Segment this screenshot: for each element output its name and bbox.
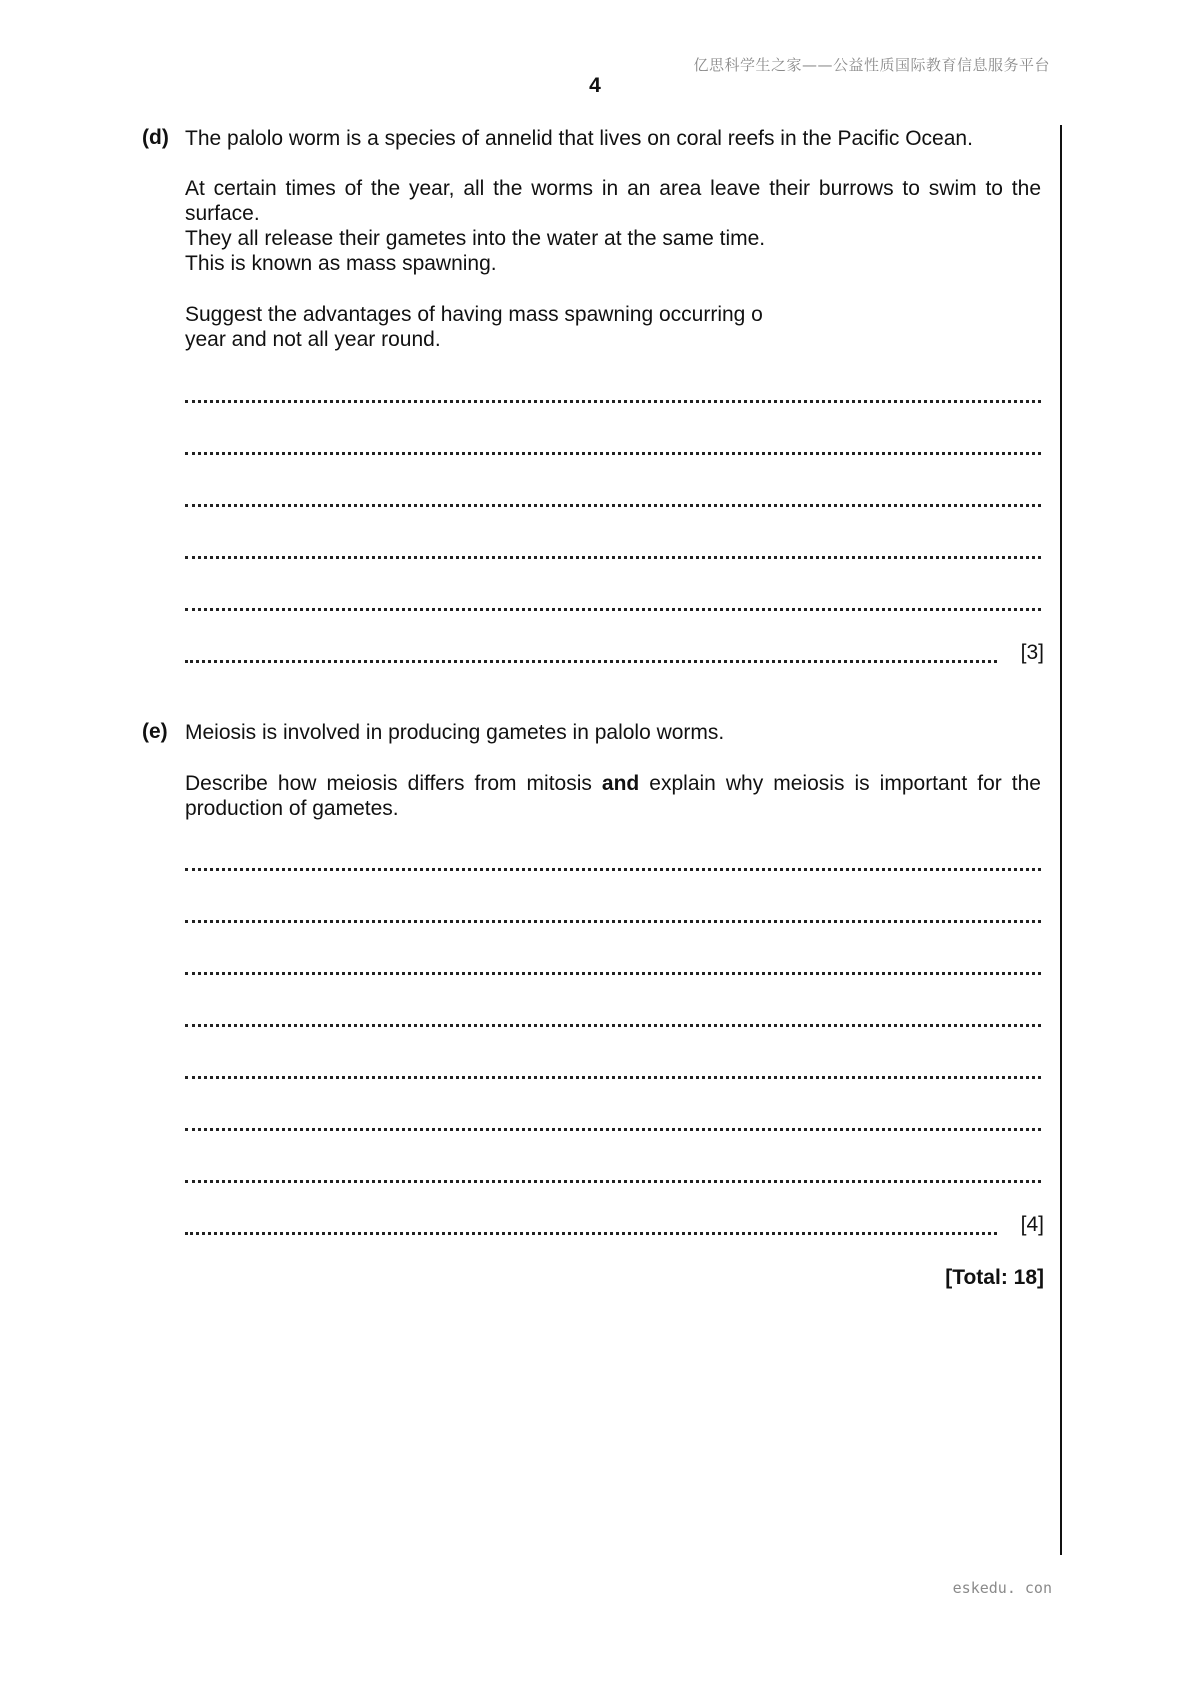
answer-line[interactable] <box>185 1024 1041 1027</box>
part-d-marks: [3] <box>1020 641 1044 664</box>
part-d-label: (d) <box>142 126 169 149</box>
part-d-question-line2: year and not all year round. <box>185 328 441 351</box>
part-d-context-line3: This is known as mass spawning. <box>185 252 497 275</box>
part-e-intro: Meiosis is involved in producing gametes in palolo worms. <box>185 721 725 744</box>
part-e-label: (e) <box>142 720 168 743</box>
margin-rule <box>1060 125 1062 1555</box>
part-d-context-line1: At certain times of the year, all the worms in an area leave their burrows to swim to the surface. <box>185 177 1041 225</box>
part-e-question-pre: Describe how meiosis differs from mitosis <box>185 772 602 795</box>
answer-line[interactable] <box>185 608 1041 611</box>
part-d-context-line2: They all release their gametes into the water at the same time. <box>185 227 766 250</box>
part-e-question-post: explain why meiosis is important for the production of gametes. <box>185 772 1041 820</box>
answer-line[interactable] <box>185 1232 997 1235</box>
footer-watermark-text: eskedu. con <box>952 1579 1052 1597</box>
total-marks: [Total: 18] <box>945 1266 1044 1289</box>
part-e-question-bold: and <box>601 772 640 795</box>
answer-line[interactable] <box>185 400 1041 403</box>
part-d-intro: The palolo worm is a species of annelid that lives on coral reefs in the Pacific Ocean. <box>185 127 973 150</box>
answer-line[interactable] <box>185 660 997 663</box>
page-number: 4 <box>589 74 601 97</box>
answer-line[interactable] <box>185 1076 1041 1079</box>
answer-line[interactable] <box>185 556 1041 559</box>
answer-line[interactable] <box>185 452 1041 455</box>
header-watermark-text: 亿思科学生之家——公益性质国际教育信息服务平台 <box>693 56 1050 74</box>
answer-line[interactable] <box>185 1180 1041 1183</box>
answer-line[interactable] <box>185 972 1041 975</box>
answer-line[interactable] <box>185 1128 1041 1131</box>
answer-line[interactable] <box>185 868 1041 871</box>
answer-line[interactable] <box>185 504 1041 507</box>
answer-line[interactable] <box>185 920 1041 923</box>
part-d-question-line1: Suggest the advantages of having mass spawning occurring o <box>185 303 763 326</box>
part-e-marks: [4] <box>1020 1213 1044 1236</box>
part-e-question <box>185 771 1041 821</box>
